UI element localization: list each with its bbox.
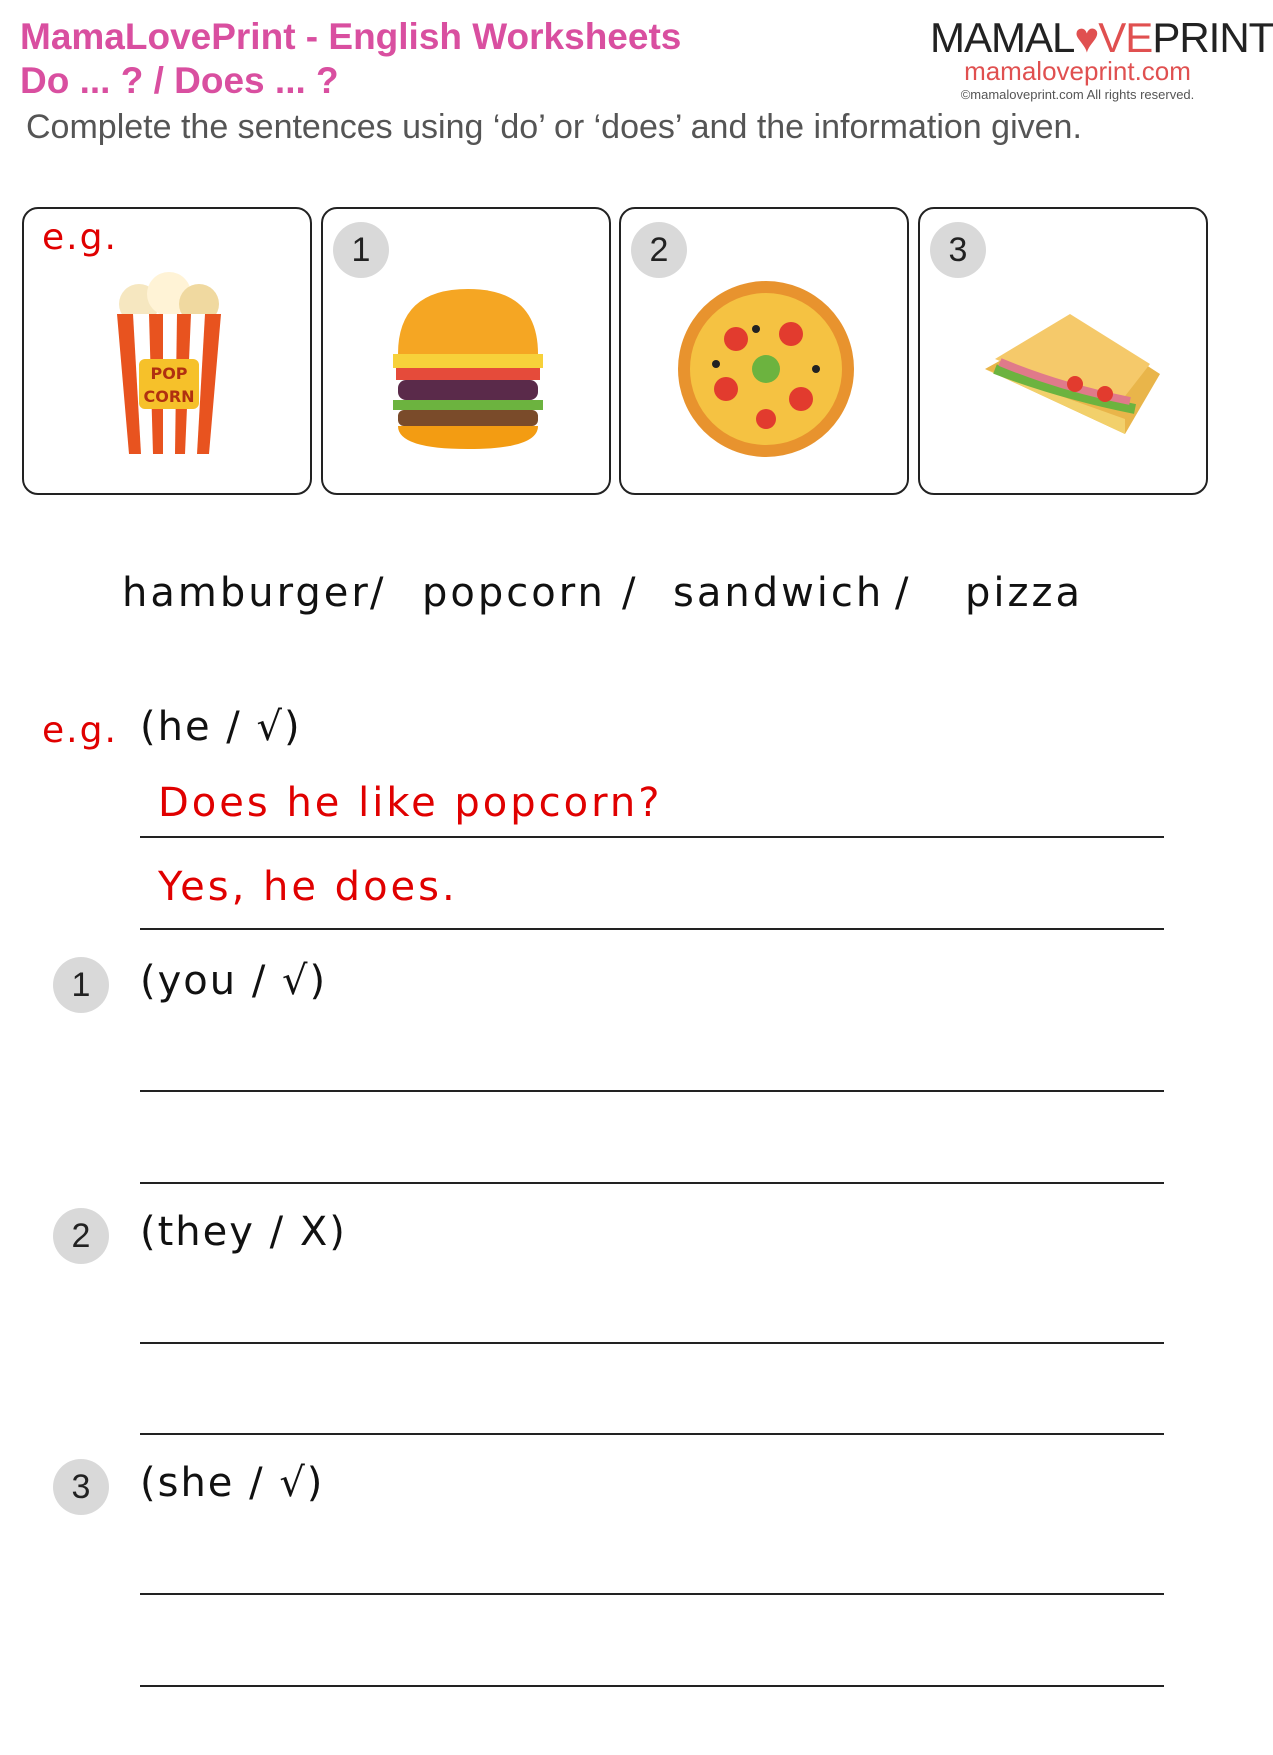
- example-answer-question: Does he like popcorn?: [158, 780, 663, 826]
- answer-line: [140, 928, 1164, 930]
- question-3-badge: 3: [53, 1459, 109, 1515]
- answer-line-input[interactable]: [140, 1593, 1164, 1595]
- word-bank-separator: /: [895, 570, 912, 616]
- sandwich-image: [965, 259, 1165, 459]
- answer-line-input[interactable]: [140, 1433, 1164, 1435]
- answer-line-input[interactable]: [140, 1685, 1164, 1687]
- number-badge: 2: [631, 222, 687, 278]
- logo-text-end: PRINT: [1152, 14, 1273, 61]
- word-bank-item: pizza: [965, 570, 1084, 616]
- worksheet-subtitle: Do ... ? / Does ... ?: [20, 60, 339, 101]
- card-1-hamburger: [321, 207, 611, 495]
- instructions: Complete the sentences using ‘do’ or ‘does’ and the information given.: [26, 108, 1082, 146]
- heart-icon: ♥: [1074, 14, 1099, 61]
- example-prompt: (he / √): [140, 704, 302, 750]
- answer-line-input[interactable]: [140, 1182, 1164, 1184]
- logo-text-red: VE: [1098, 14, 1153, 61]
- word-bank-item: sandwich: [673, 570, 885, 616]
- answer-line-input[interactable]: [140, 1342, 1164, 1344]
- hamburger-image: [368, 259, 568, 459]
- answer-line-input[interactable]: [140, 1090, 1164, 1092]
- question-1-prompt: (you / √): [140, 958, 328, 1004]
- number-badge: 1: [333, 222, 389, 278]
- question-2-badge: 2: [53, 1208, 109, 1264]
- worksheet-title: MamaLovePrint - English Worksheets: [20, 16, 682, 57]
- word-bank-separator: /: [370, 570, 387, 616]
- popcorn-image: [69, 259, 269, 459]
- logo-url: mamaloveprint.com: [964, 56, 1191, 86]
- question-3-prompt: (she / √): [140, 1460, 325, 1506]
- card-label: e.g.: [42, 217, 118, 258]
- copyright: ©mamaloveprint.com All rights reserved.: [960, 87, 1195, 102]
- question-1-badge: 1: [53, 957, 109, 1013]
- svg-text:CORN: CORN: [143, 387, 195, 406]
- card-2-pizza: [619, 207, 909, 495]
- svg-text:POP: POP: [150, 364, 188, 383]
- word-bank-item: popcorn: [422, 570, 606, 616]
- question-2-prompt: (they / X): [140, 1209, 347, 1255]
- word-bank-item: hamburger: [122, 570, 371, 616]
- brand-logo: [930, 14, 1273, 102]
- card-3-sandwich: [918, 207, 1208, 495]
- example-label: e.g.: [42, 710, 118, 751]
- number-badge: 3: [930, 222, 986, 278]
- pizza-image: [666, 259, 866, 459]
- word-bank-separator: /: [622, 570, 639, 616]
- answer-line: [140, 836, 1164, 838]
- example-answer-reply: Yes, he does.: [158, 864, 458, 910]
- card-example-popcorn: [22, 207, 312, 495]
- logo-text: MAMAL: [930, 14, 1075, 61]
